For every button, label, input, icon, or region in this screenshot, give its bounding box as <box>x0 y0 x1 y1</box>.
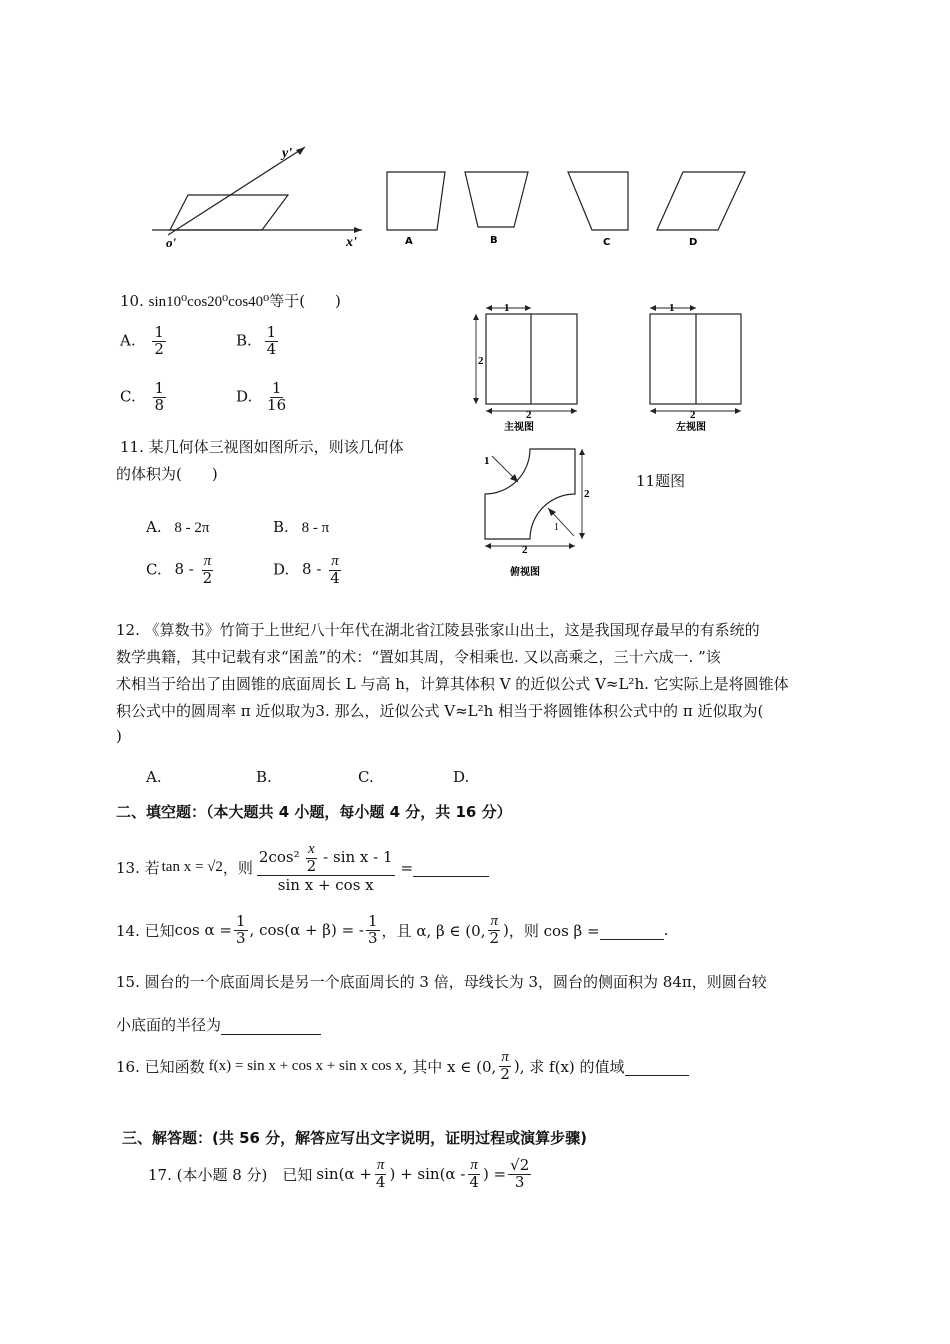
q10-option-b-fraction: $\frac{1}{4}$ <box>266 323 277 358</box>
q11-option-c-fraction: $\frac{\pi}{2}$ <box>202 553 213 587</box>
q12-option-d: D. <box>453 768 470 786</box>
top-view-label: 俯视图 <box>510 567 540 578</box>
top-dim-radius-2: 1 <box>554 522 559 533</box>
q11-three-view-figure <box>462 296 762 586</box>
q13-answer-blank[interactable] <box>413 858 489 877</box>
top-dim-radius-1: 1 <box>484 455 490 467</box>
side-view-label: 左视图 <box>676 422 706 433</box>
q17: 17. (本小题 8 分) 已知 sin(α + $\frac{\pi}{4}$ ) + sin(α - $\frac{\pi}{4}$ ) = $\frac{√2}{3}$ <box>148 1156 530 1191</box>
top-dim-right: 2 <box>584 488 590 500</box>
q12-line1: 12. 《算数书》竹简于上世纪八十年代在湖北省江陵县张家山出土，这是我国现存最早的有系统的 <box>116 621 760 639</box>
q10-option-a: A. $\frac{1}{2}$ <box>120 323 164 358</box>
x-axis-label: x' <box>346 235 357 250</box>
q10-option-c-fraction: $\frac{1}{8}$ <box>154 379 165 414</box>
q11-option-a: A. 8 - 2π <box>146 518 210 536</box>
q11-stem-line2: 的体积为( ) <box>116 465 218 483</box>
section-2-title: 二、填空题：（本大题共 4 小题，每小题 4 分，共 16 分） <box>116 803 512 821</box>
section-3-title: 三、解答题：(共 56 分，解答应写出文字说明，证明过程或演算步骤) <box>122 1129 588 1147</box>
q12-line4: 积公式中的圆周率 π 近似取为3. 那么，近似公式 V≈L²h 相当于将圆锥体积公式中的 π 近似取为( <box>116 702 764 720</box>
q14: 14. 已知 cos α = $\frac{1}{3}$ , cos(α + β) = - $\frac{1}{3}$ ，且 α, β ∈ (0, $\frac{\pi}{2}$ ) ，则 cos β = . <box>116 912 669 947</box>
side-dim-bottom: 2 <box>690 409 696 421</box>
top-dim-bottom: 2 <box>522 544 528 556</box>
q10-suffix: 等于( ) <box>269 292 341 310</box>
q16: 16. 已知函数 f(x) = sin x + cos x + sin x cos x , 其中 x ∈ (0, $\frac{\pi}{2}$ ) , 求 f(x) 的值域 <box>116 1050 689 1083</box>
front-dim-left: 2 <box>478 355 484 367</box>
q10-stem <box>120 290 341 311</box>
q15-answer-blank[interactable] <box>221 1016 321 1035</box>
y-axis-label: y' <box>282 146 293 161</box>
q11-option-b: B. 8 - π <box>273 518 330 536</box>
q11-stem-line1: 11. 某几何体三视图如图所示，则该几何体 <box>120 438 404 456</box>
q11-figure-caption: 11题图 <box>636 472 686 490</box>
q14-answer-blank[interactable] <box>600 921 664 940</box>
q9-figure <box>140 135 760 260</box>
q15-line2: 小底面的半径为 <box>116 1014 321 1035</box>
option-b-label: B <box>490 235 498 246</box>
q12-option-b: B. <box>256 768 272 786</box>
q12-option-c: C. <box>358 768 374 786</box>
q13-half-angle: $\frac{x}{2}$ <box>306 841 317 875</box>
front-dim-bottom: 2 <box>526 409 532 421</box>
q11-option-d-fraction: $\frac{\pi}{4}$ <box>330 553 340 587</box>
q12-line2: 数学典籍，其中记载有求“囷盖”的术：“置如其周，令相乘也. 又以高乘之，三十六成一. ”该 <box>116 648 721 666</box>
q11-option-d: D. 8 - $\frac{\pi}{4}$ <box>273 553 340 587</box>
q10-option-d: D. $\frac{1}{16}$ <box>236 379 287 414</box>
option-d-label: D <box>689 237 698 248</box>
q15-line1: 15. 圆台的一个底面周长是另一个底面周长的 3 倍，母线长为 3，圆台的侧面积为 84π，则圆台较 <box>116 973 767 991</box>
option-a-shape <box>387 172 445 230</box>
option-b-shape <box>465 172 528 227</box>
option-c-label: C <box>603 237 611 248</box>
option-d-shape <box>657 172 745 230</box>
option-a-label: A <box>405 236 413 247</box>
option-c-shape <box>568 172 628 230</box>
q11-option-c: C. 8 - $\frac{\pi}{2}$ <box>146 553 213 587</box>
q16-answer-blank[interactable] <box>625 1057 689 1076</box>
q10-option-d-fraction: $\frac{1}{16}$ <box>267 379 287 414</box>
q12-line5: ) <box>116 727 122 745</box>
front-view-label: 主视图 <box>504 422 534 433</box>
side-dim-top: 1 <box>669 302 675 314</box>
q10-expression: sin10⁰cos20⁰cos40⁰ <box>148 294 270 310</box>
origin-label: o' <box>166 235 177 250</box>
front-dim-top: 1 <box>504 302 510 314</box>
q12-option-a: A. <box>146 768 162 786</box>
q12-line3: 术相当于给出了由圆锥的底面周长 L 与高 h，计算其体积 V 的近似公式 V≈L²h. 它实际上是将圆锥体 <box>116 675 789 693</box>
oblique-axes <box>152 147 362 235</box>
q10-option-c: C. $\frac{1}{8}$ <box>120 379 165 414</box>
q10-number: 10. <box>120 292 144 310</box>
q10-option-b: B. $\frac{1}{4}$ <box>236 323 277 358</box>
q10-option-a-fraction: $\frac{1}{2}$ <box>154 323 164 358</box>
q13: 13. 若 tan x = √2 ，则 2cos² $\frac{x}{2}$ - sin x - 1 sin x + cos x = <box>116 842 489 893</box>
q13-fraction: 2cos² $\frac{x}{2}$ - sin x - 1 sin x + cos x <box>258 841 393 894</box>
